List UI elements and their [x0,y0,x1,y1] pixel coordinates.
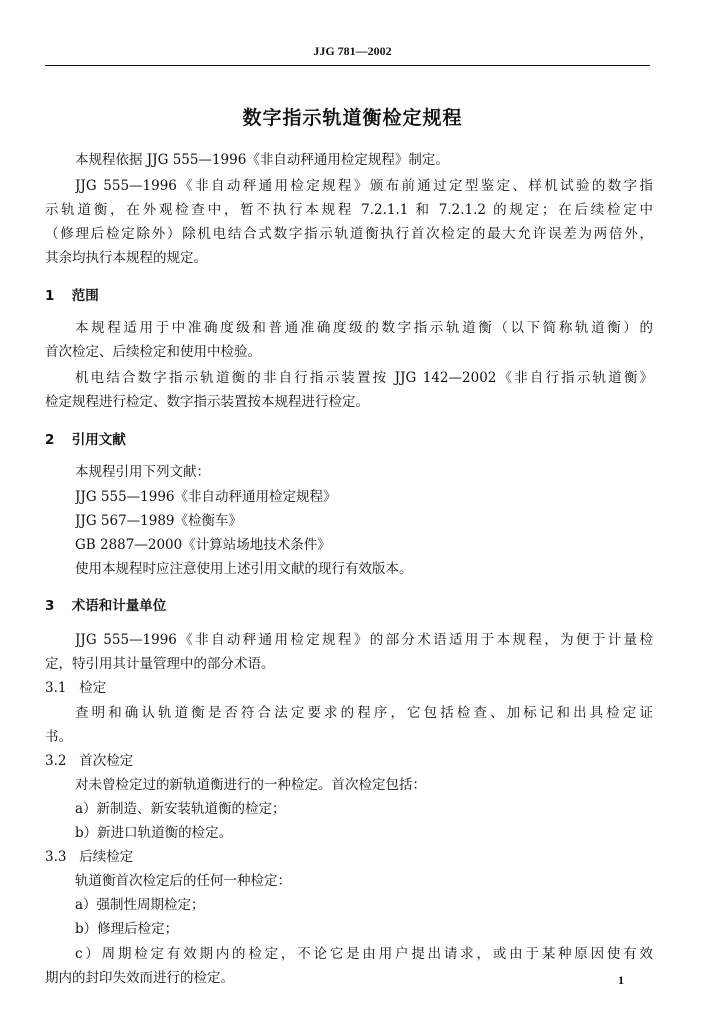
subsection-heading-3-1 [45,678,653,698]
subsection-heading-3-2 [45,751,653,771]
subsection-title: 检定 [79,680,107,696]
paragraph-line: 轨道衡首次检定后的任何一种检定： [75,873,291,889]
intro-line: 示轨道衡，在外观检查中，暂不执行本规程 7.2.1.1 和 7.2.1.2 的规定；在后续检定中 [45,202,653,218]
subsection-title: 首次检定 [79,753,134,769]
paragraph-line: JJG 555—1996《非自动秤通用检定规程》的部分术语适用于本规程，为便于计量检 [75,632,653,648]
paragraph-line: 本规程引用下列文献： [75,464,210,480]
section-title: 术语和计量单位 [71,598,167,614]
list-item: b）新进口轨道衡的检定。 [75,825,233,841]
paragraph-line: 检定规程进行检定、数字指示装置按本规程进行检定。 [45,394,369,410]
paragraph-line: 本规程适用于中准确度级和普通准确度级的数字指示轨道衡（以下简称轨道衡）的 [75,320,653,336]
section-number: 2 [45,432,55,448]
paragraph-line: 书。 [45,729,72,745]
standard-code-header: JJG 781—2002 [313,44,392,58]
subsection-number: 3.2 [45,753,67,769]
reference-item: GB 2887—2000《计算站场地技术条件》 [75,537,331,553]
subsection-number: 3.1 [45,680,67,696]
subsection-heading-3-3 [45,847,653,867]
paragraph-line: 机电结合数字指示轨道衡的非自行指示装置按 JJG 142—2002《非自行指示轨道衡》 [75,370,653,386]
list-item: a）新制造、新安装轨道衡的检定； [75,801,286,817]
subsection-title: 后续检定 [79,849,134,865]
list-item: b）修理后检定； [75,921,179,937]
section-heading-1 [45,286,653,306]
paragraph-line: 使用本规程时应注意使用上述引用文献的现行有效版本。 [75,561,413,577]
page-number: 1 [618,973,624,987]
section-heading-2 [45,430,653,450]
intro-line: JJG 555—1996《非自动秤通用检定规程》颁布前通过定型鉴定、样机试验的数字指 [75,178,653,194]
intro-line: （修理后检定除外）除机电结合式数字指示轨道衡执行首次检定的最大允许误差为两倍外， [45,226,653,242]
paragraph-line: 定，特引用其计量管理中的部分术语。 [45,656,275,672]
list-item: a）强制性周期检定； [75,897,205,913]
paragraph-line: 查明和确认轨道衡是否符合法定要求的程序，它包括检查、加标记和出具检定证 [75,705,653,721]
document-title: 数字指示轨道衡检定规程 [242,107,463,129]
paragraph-line: 首次检定、后续检定和使用中检验。 [45,344,261,360]
paragraph-line: 期内的封印失效而进行的检定。 [45,970,234,986]
section-number: 1 [45,288,55,304]
section-title: 范围 [71,288,99,304]
section-title: 引用文献 [71,432,126,448]
subsection-number: 3.3 [45,849,67,865]
list-item: c）周期检定有效期内的检定，不论它是由用户提出请求，或由于某种原因使有效 [75,946,653,962]
section-heading-3 [45,596,653,616]
reference-item: JJG 555—1996《非自动秤通用检定规程》 [75,489,337,505]
paragraph-line: 对未曾检定过的新轨道衡进行的一种检定。首次检定包括： [75,777,426,793]
header-rule [45,65,650,66]
intro-line: 本规程依据 JJG 555—1996《非自动秤通用检定规程》制定。 [75,152,449,168]
section-number: 3 [45,598,55,614]
reference-item: JJG 567—1989《检衡车》 [75,513,243,529]
intro-line: 其余均执行本规程的规定。 [45,250,207,266]
